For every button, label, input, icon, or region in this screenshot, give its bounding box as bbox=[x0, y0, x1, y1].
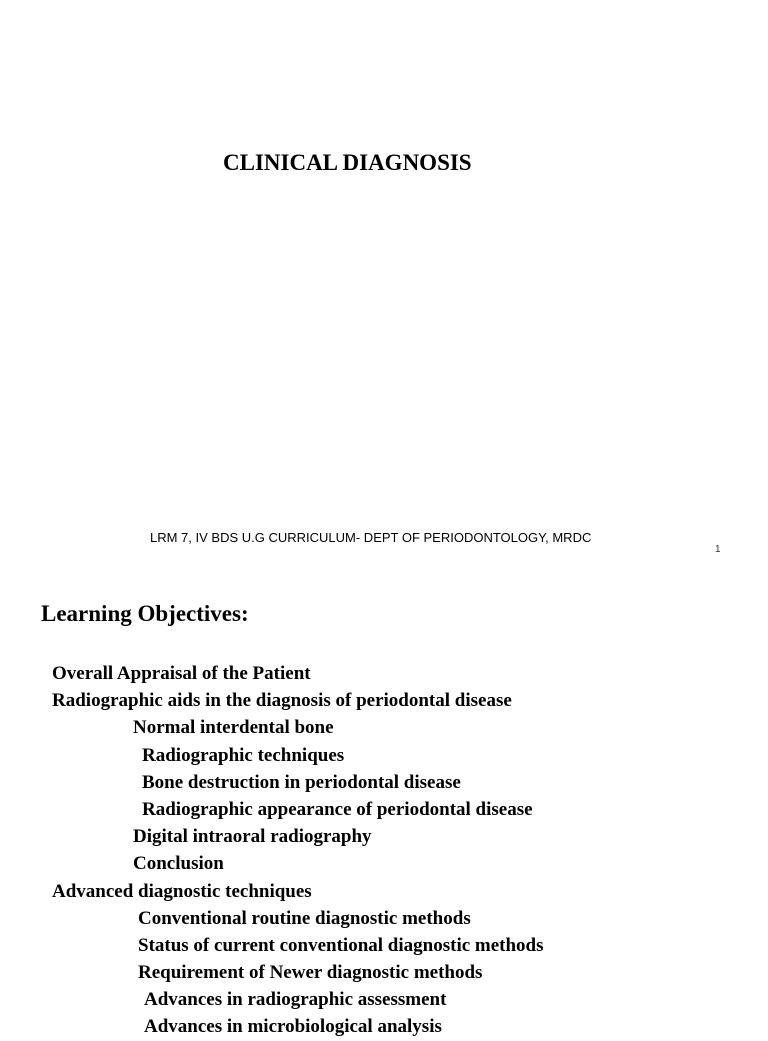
objectives-heading: Learning Objectives: bbox=[41, 601, 249, 626]
list-item: Radiographic appearance of periodontal disease bbox=[142, 798, 533, 820]
list-item: Advances in radiographic assessment bbox=[144, 989, 447, 1011]
list-item: Digital intraoral radiography bbox=[133, 826, 372, 848]
list-item: Radiographic aids in the diagnosis of periodontal disease bbox=[52, 690, 512, 712]
list-item: Radiographic techniques bbox=[142, 744, 345, 766]
list-item: Status of current conventional diagnostic methods bbox=[138, 934, 544, 956]
list-item: Advances in microbiological analysis bbox=[144, 1016, 442, 1038]
list-item: Bone destruction in periodontal disease bbox=[142, 771, 461, 793]
slide-footer: LRM 7, IV BDS U.G CURRICULUM- DEPT OF PERIODONTOLOGY, MRDC bbox=[150, 530, 592, 545]
slide-title: CLINICAL DIAGNOSIS bbox=[223, 150, 472, 175]
list-item: Requirement of Newer diagnostic methods bbox=[138, 962, 483, 984]
list-item: Conventional routine diagnostic methods bbox=[138, 907, 471, 929]
objectives-list bbox=[0, 660, 768, 1041]
list-item: Conclusion bbox=[133, 853, 224, 875]
list-item: Normal interdental bone bbox=[133, 717, 334, 739]
page-number: 1 bbox=[715, 544, 721, 555]
list-item: Overall Appraisal of the Patient bbox=[52, 663, 311, 684]
list-item: Advanced diagnostic techniques bbox=[52, 880, 312, 902]
